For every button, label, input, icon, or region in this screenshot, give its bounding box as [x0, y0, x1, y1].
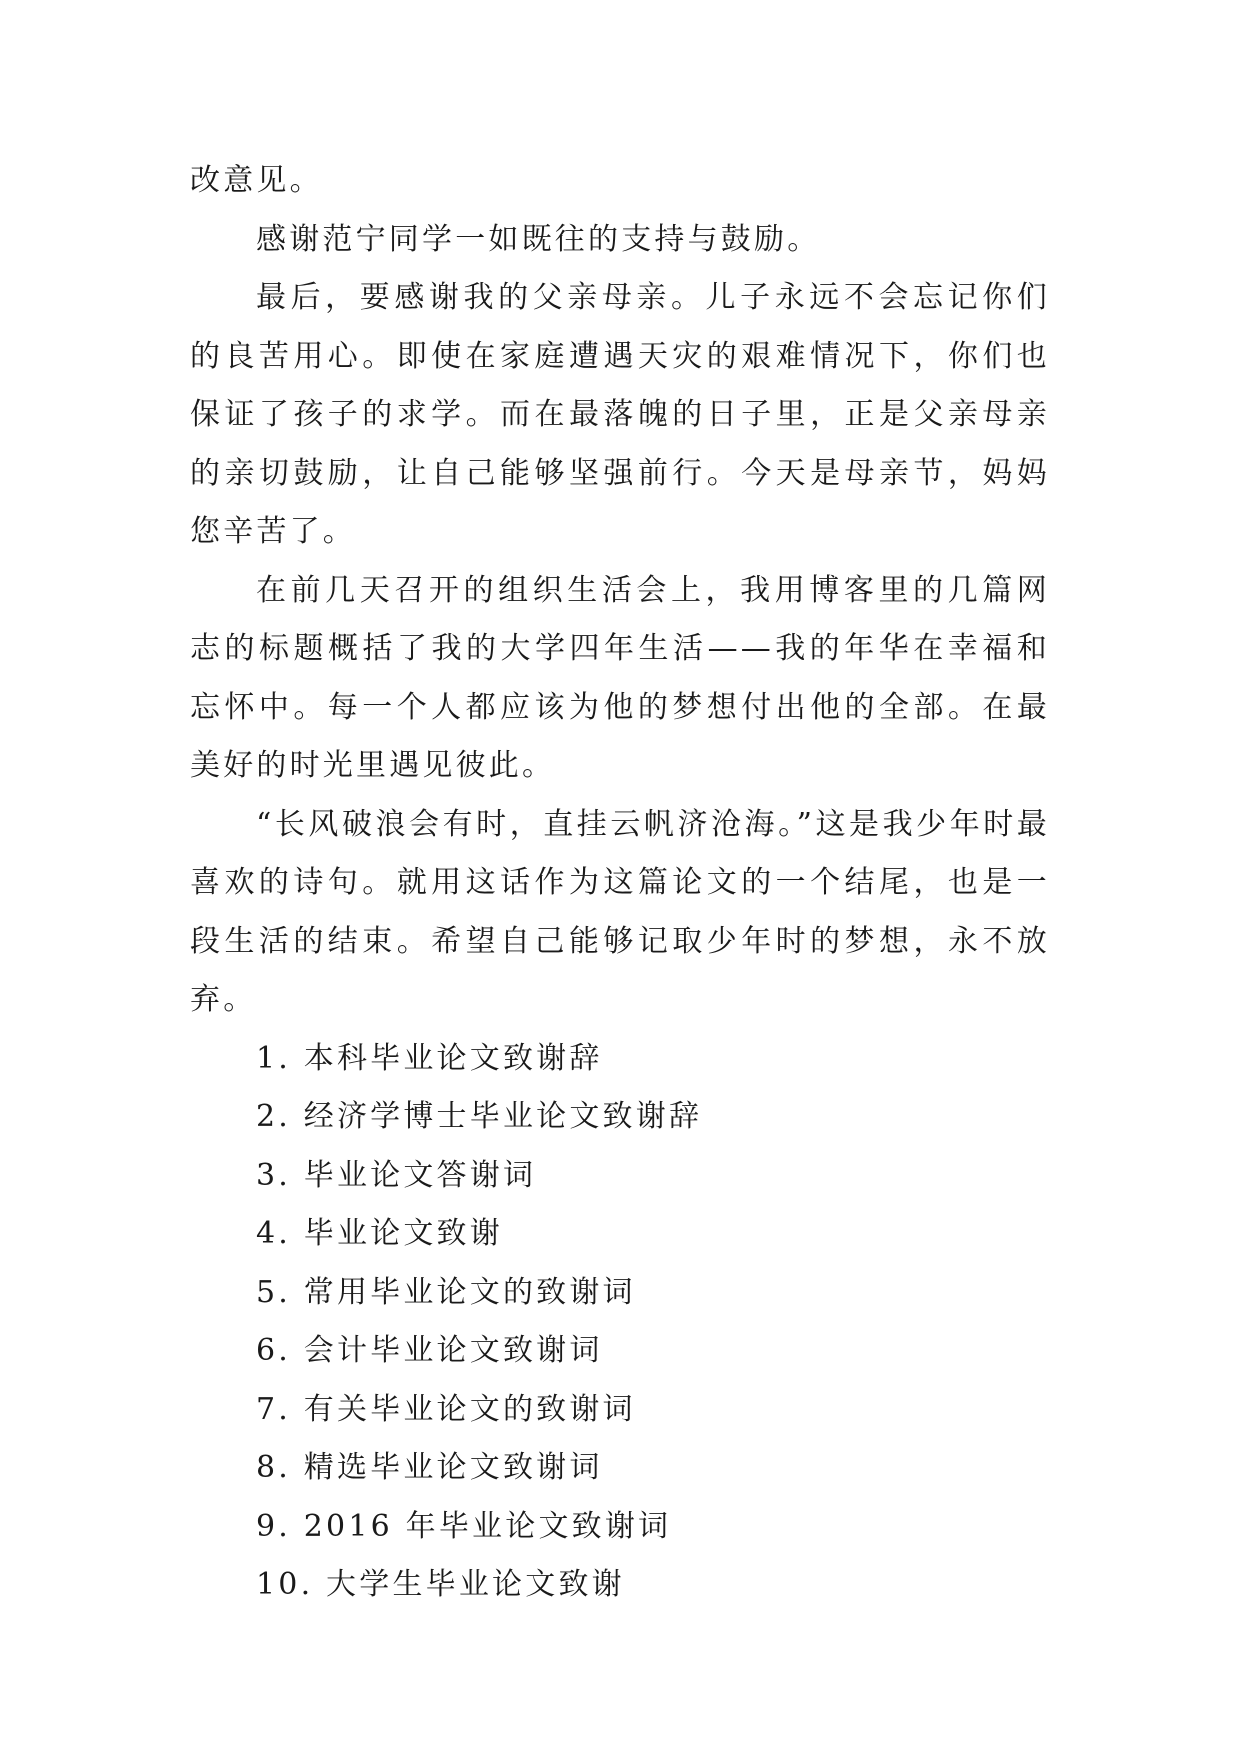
list-item: 7. 有关毕业论文的致谢词 [256, 1391, 636, 1427]
list-item: 6. 会计毕业论文致谢词 [256, 1333, 603, 1368]
list-item: 5. 常用毕业论文的致谢词 [256, 1274, 636, 1310]
list-item: 3. 毕业论文答谢词 [256, 1157, 537, 1193]
paragraph-thanks-parents: 最后，要感谢我的父亲母亲。儿子永远不会忘记你们的良苦用心。即使在家庭遭遇天灾的艰难情况下，你们也保证了孩子的求学。而在最落魄的日子里，正是父亲母亲的亲切鼓励，让自己能够坚强前行。今天是母亲节，妈妈您辛苦了。 [190, 280, 1050, 549]
paragraph-continuation: 改意见。 [190, 163, 323, 198]
paragraph-closing-poem: “长风破浪会有时，直挂云帆济沧海。”这是我少年时最喜欢的诗句。就用这话作为这篇论文的一个结尾，也是一段生活的结束。希望自己能够记取少年时的梦想，永不放弃。 [190, 806, 1050, 1017]
list-item: 2. 经济学博士毕业论文致谢辞 [256, 1099, 703, 1134]
paragraph-thanks-classmate: 感谢范宁同学一如既往的支持与鼓励。 [256, 221, 821, 257]
list-item: 4. 毕业论文致谢 [256, 1216, 503, 1251]
paragraph-university-life: 在前几天召开的组织生活会上，我用博客里的几篇网志的标题概括了我的大学四年生活——我的年华在幸福和忘怀中。每一个人都应该为他的梦想付出他的全部。在最美好的时光里遇见彼此。 [190, 572, 1050, 783]
list-item: 1. 本科毕业论文致谢辞 [256, 1040, 603, 1076]
list-item: 8. 精选毕业论文致谢词 [256, 1450, 603, 1485]
related-articles-list [190, 1030, 1050, 1615]
document-page [190, 152, 1050, 1615]
list-item: 10. 大学生毕业论文致谢 [256, 1567, 625, 1602]
list-item: 9. 2016 年毕业论文致谢词 [256, 1508, 672, 1544]
